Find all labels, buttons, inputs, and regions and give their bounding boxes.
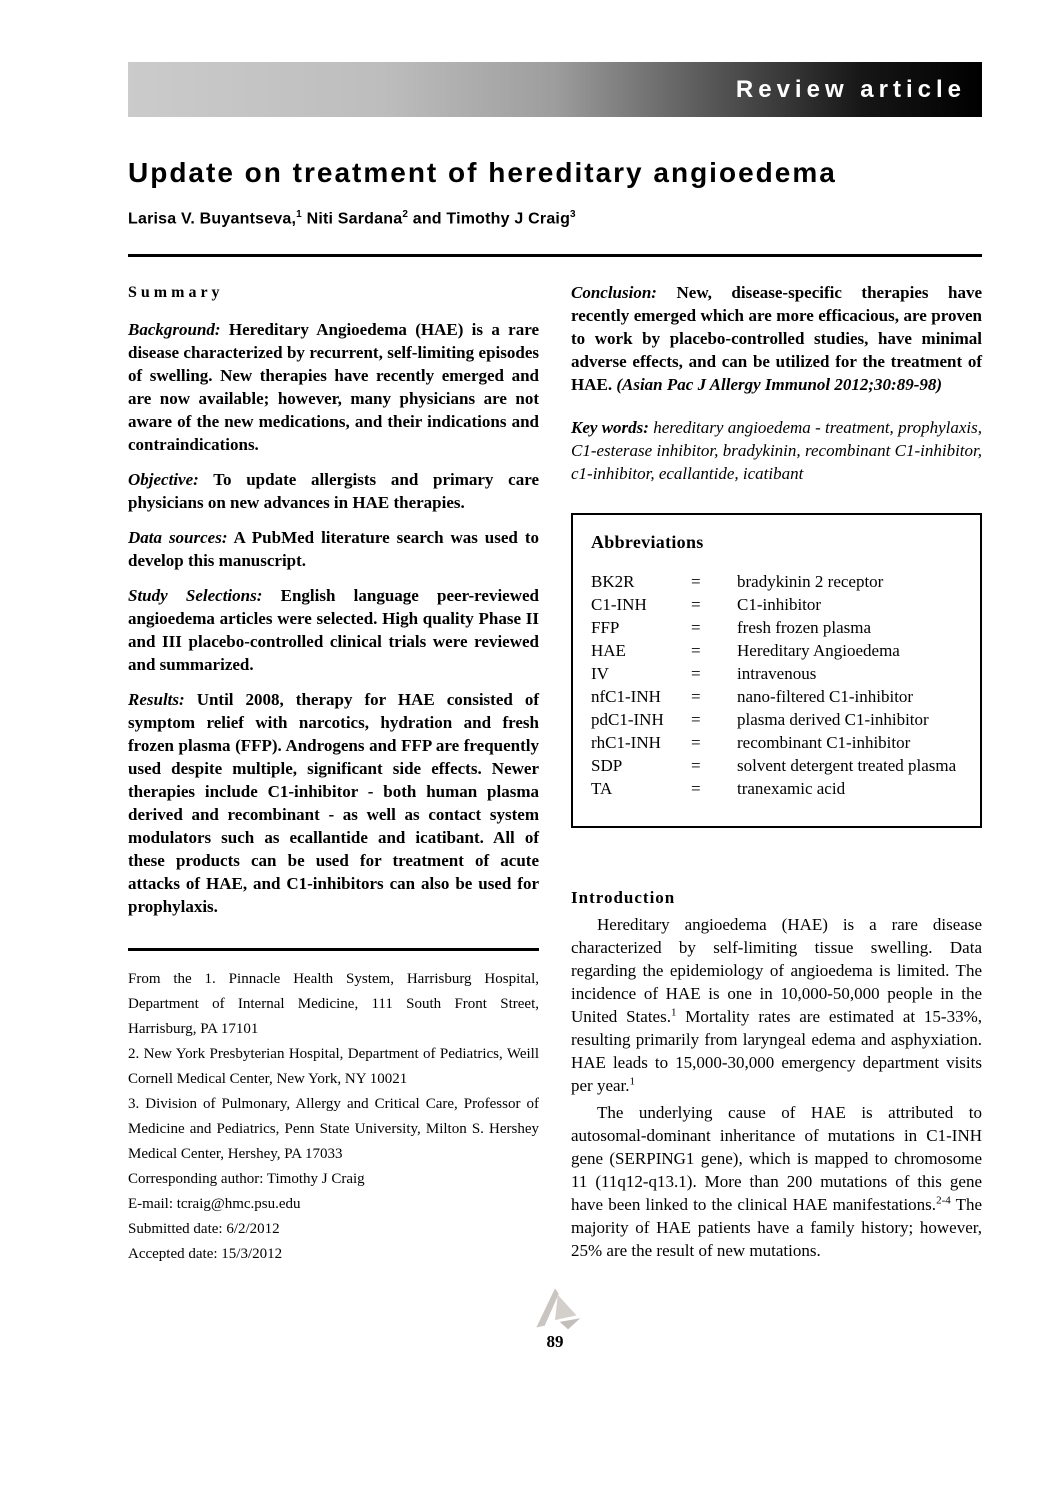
summary-data-sources-paragraph <box>128 526 539 572</box>
abbr-equals: = <box>691 756 701 776</box>
results-text: Until 2008, therapy for HAE consisted of symptom relief with narcotics, hydration and fresh frozen plasma (FFP). Androgens and FFP are frequently used despite multiple, significant side effects. Newer therapies include C1-inhibitor - both human plasma derived and recombinant - as well as contact system modulators such as ecallantide and icatibant. All of these products can be used for treatment of acute attacks of HAE, and C1-inhibitors can also be used for prophylaxis. <box>128 690 539 917</box>
abbr-term: TA <box>591 779 613 799</box>
affiliation-2: 2. New York Presbyterian Hospital, Department of Pediatrics, Weill Cornell Medical Center, New York, NY 10021 <box>128 1046 539 1088</box>
introduction-heading: Introduction <box>571 888 676 908</box>
submitted-date-line: Submitted date: 6/2/2012 <box>128 1221 280 1238</box>
conclusion-text: New, disease-specific therapies have recently emerged which are more efficacious, are proven to work by placebo-controlled studies, have minimal adverse effects, and can be utilized for the treatment of HAE. <box>571 283 982 395</box>
abbr-definition: tranexamic acid <box>737 779 846 799</box>
author-1-affiliation-sup: 1 <box>296 209 302 220</box>
affiliations-footnote <box>128 967 539 1267</box>
objective-text: To update allergists and primary care physicians on new advances in HAE therapies. <box>128 470 539 513</box>
page-number: 89 <box>546 1332 564 1352</box>
abbreviations-box <box>571 513 982 828</box>
abbr-term: pdC1-INH <box>591 710 664 730</box>
author-line <box>128 209 982 228</box>
abbr-definition: solvent detergent treated plasma <box>737 756 957 776</box>
summary-objective-paragraph <box>128 468 539 514</box>
abbr-term: FFP <box>591 618 620 638</box>
summary-study-selections-paragraph <box>128 584 539 676</box>
abbr-definition: fresh frozen plasma <box>737 618 872 638</box>
data-sources-label: Data sources: <box>128 528 228 548</box>
keywords-paragraph <box>571 416 982 485</box>
abbreviations-heading: Abbreviations <box>591 532 704 553</box>
results-label: Results: <box>128 690 185 710</box>
article-title: Update on treatment of hereditary angioedema <box>128 157 837 188</box>
author-1: Larisa V. Buyantseva, <box>128 210 297 228</box>
abbr-definition: C1-inhibitor <box>737 595 822 615</box>
affiliation-3: 3. Division of Pulmonary, Allergy and Critical Care, Professor of Medicine and Pediatrics, Penn State University, Milton S. Hershey Medical Center, Hershey, PA 17033 <box>128 1096 539 1163</box>
journal-logo-icon <box>527 1283 583 1331</box>
footnote-divider <box>128 948 539 951</box>
summary-heading: Summary <box>128 284 224 302</box>
background-label: Background: <box>128 320 221 340</box>
email-line: E-mail: tcraig@hmc.psu.edu <box>128 1196 301 1213</box>
summary-results-paragraph <box>128 688 539 918</box>
author-3: and Timothy J Craig <box>408 210 571 228</box>
abbr-term: nfC1-INH <box>591 687 661 707</box>
abbreviation-row <box>591 708 962 731</box>
abbreviation-row <box>591 754 962 777</box>
conclusion-label: Conclusion: <box>571 283 657 303</box>
conclusion-paragraph <box>571 281 982 396</box>
keywords-label: Key words: <box>571 418 649 438</box>
abbr-equals: = <box>691 641 701 661</box>
header-divider <box>128 254 982 257</box>
reference-superscript: 1 <box>629 1075 636 1088</box>
introduction-paragraph-2 <box>571 1101 982 1262</box>
abbr-equals: = <box>691 779 701 799</box>
abbr-equals: = <box>691 687 701 707</box>
abbr-equals: = <box>691 664 701 684</box>
objective-label: Objective: <box>128 470 199 490</box>
abbr-definition: recombinant C1-inhibitor <box>737 733 911 753</box>
abbr-equals: = <box>691 618 701 638</box>
corresponding-author-line: Corresponding author: Timothy J Craig <box>128 1171 365 1188</box>
abbr-definition: intravenous <box>737 664 817 684</box>
summary-background-paragraph <box>128 318 539 456</box>
abbr-term: BK2R <box>591 572 635 592</box>
intro-p2-text-1: The underlying cause of HAE is attributed to autosomal-dominant inheritance of mutations in C1-INH gene (SERPING1 gene), which is mapped to chromosome 11 (11q12-q13.1). More than 200 mutations of this gene have been linked to the clinical HAE manifestations. <box>571 1103 982 1215</box>
abbr-term: SDP <box>591 756 623 776</box>
abbreviation-row <box>591 593 962 616</box>
introduction-paragraph-1 <box>571 913 982 1097</box>
abbreviation-row <box>591 639 962 662</box>
reference-superscript: 1 <box>670 1006 677 1019</box>
abbr-term: rhC1-INH <box>591 733 661 753</box>
intro-p2-text-2: The majority of HAE patients have a family history; however, 25% are the result of new mutations. <box>571 1195 983 1261</box>
abbr-equals: = <box>691 710 701 730</box>
two-column-body <box>128 277 982 1267</box>
abbreviation-row <box>591 777 962 800</box>
author-3-affiliation-sup: 3 <box>570 209 576 220</box>
background-text: Hereditary Angioedema (HAE) is a rare disease characterized by recurrent, self-limiting episodes of swelling. New therapies have recently emerged and are now available; however, many physicians are not aware of the new medications, and their indications and contraindications. <box>128 320 539 455</box>
affiliation-1: From the 1. Pinnacle Health System, Harrisburg Hospital, Department of Internal Medicine, 111 South Front Street, Harrisburg, PA 17101 <box>128 971 539 1038</box>
abbr-term: C1-INH <box>591 595 647 615</box>
abbreviation-row <box>591 662 962 685</box>
study-selections-label: Study Selections: <box>128 586 263 606</box>
study-selections-text: English language peer-reviewed angioedema articles were selected. High quality Phase II and III placebo-controlled clinical trials were reviewed and summarized. <box>128 586 539 675</box>
journal-citation: (Asian Pac J Allergy Immunol 2012;30:89-98) <box>616 375 943 395</box>
abbr-definition: plasma derived C1-inhibitor <box>737 710 929 730</box>
review-article-banner <box>128 62 982 117</box>
author-2-affiliation-sup: 2 <box>402 209 409 220</box>
abbreviation-row <box>591 570 962 593</box>
abbreviation-row <box>591 685 962 708</box>
abbreviation-row <box>591 731 962 754</box>
author-2: Niti Sardana <box>301 210 403 228</box>
abbr-definition: bradykinin 2 receptor <box>737 572 884 592</box>
banner-label: Review article <box>735 75 966 103</box>
abbr-definition: Hereditary Angioedema <box>737 641 900 661</box>
page-footer <box>128 1283 982 1352</box>
reference-superscript: 2-4 <box>936 1194 951 1207</box>
abbr-equals: = <box>691 733 701 753</box>
abbr-equals: = <box>691 595 701 615</box>
abbr-equals: = <box>691 572 701 592</box>
keywords-text: hereditary angioedema - treatment, prophylaxis, C1-esterase inhibitor, bradykinin, recombinant C1-inhibitor, c1-inhibitor, ecallantide, icatibant <box>571 418 982 484</box>
data-sources-text: A PubMed literature search was used to develop this manuscript. <box>128 528 539 571</box>
right-column <box>571 277 982 1267</box>
intro-p1-text-1: Hereditary angioedema (HAE) is a rare disease characterized by self-limiting tissue swelling. Data regarding the epidemiology of angioedema is limited. The incidence of HAE is one in 10,000-50,000 people in the United States. <box>571 915 982 1027</box>
abbr-term: HAE <box>591 641 626 661</box>
abbreviation-row <box>591 616 962 639</box>
abbr-term: IV <box>591 664 609 684</box>
left-column <box>128 277 539 1267</box>
abbr-definition: nano-filtered C1-inhibitor <box>737 687 914 707</box>
intro-p1-text-2: Mortality rates are estimated at 15-33%, resulting primarily from laryngeal edema and asphyxiation. HAE leads to 15,000-30,000 emergency department visits per year. <box>571 1007 982 1096</box>
accepted-date-line: Accepted date: 15/3/2012 <box>128 1246 283 1263</box>
